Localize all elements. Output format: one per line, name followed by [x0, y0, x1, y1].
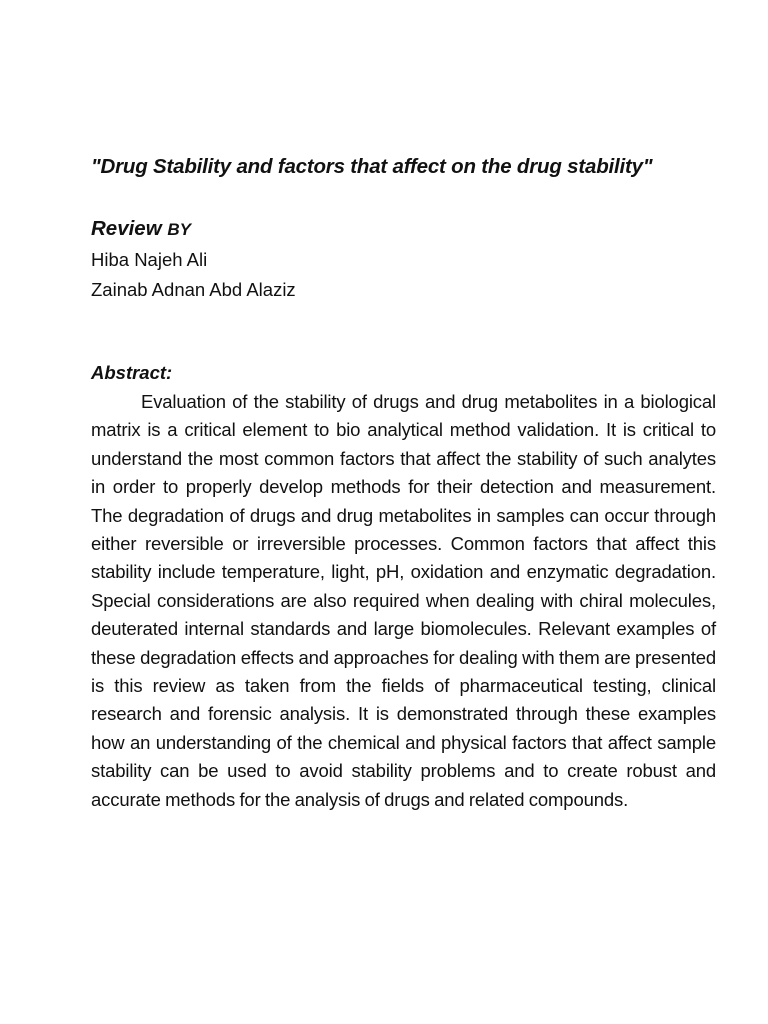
review-heading	[91, 215, 191, 244]
paper-title: "Drug Stability and factors that affect on the drug stability"	[91, 155, 653, 178]
author-name: Zainab Adnan Abd Alaziz	[91, 279, 296, 300]
review-label: Review	[91, 217, 162, 240]
abstract-heading: Abstract:	[91, 362, 173, 383]
abstract-text: Evaluation of the stability of drugs and drug metabolites in a biological matrix is a critical element to bio analytical method validation. It is critical to understand the most common factors that affect the stability of such analytes in order to properly develop methods for their detection and measurement. The degradation of drugs and drug metabolites in samples can occur through either reversible or irreversible processes. Common factors that affect this stability include temperature, light, pH, oxidation and enzymatic degradation. Special considerations are also required when dealing with chiral molecules, deuterated internal standards and large biomolecules. Relevant examples of these degradation effects and approaches for dealing with them are presented is this review as taken from the fields of pharmaceutical testing, clinical research and forensic analysis. It is demonstrated through these examples how an understanding of the chemical and physical factors that affect sample stability can be used to avoid stability problems and to create robust and accurate methods for the analysis of drugs and related compounds.	[91, 391, 716, 810]
author-name: Hiba Najeh Ali	[91, 249, 208, 270]
by-label: BY	[167, 220, 191, 239]
